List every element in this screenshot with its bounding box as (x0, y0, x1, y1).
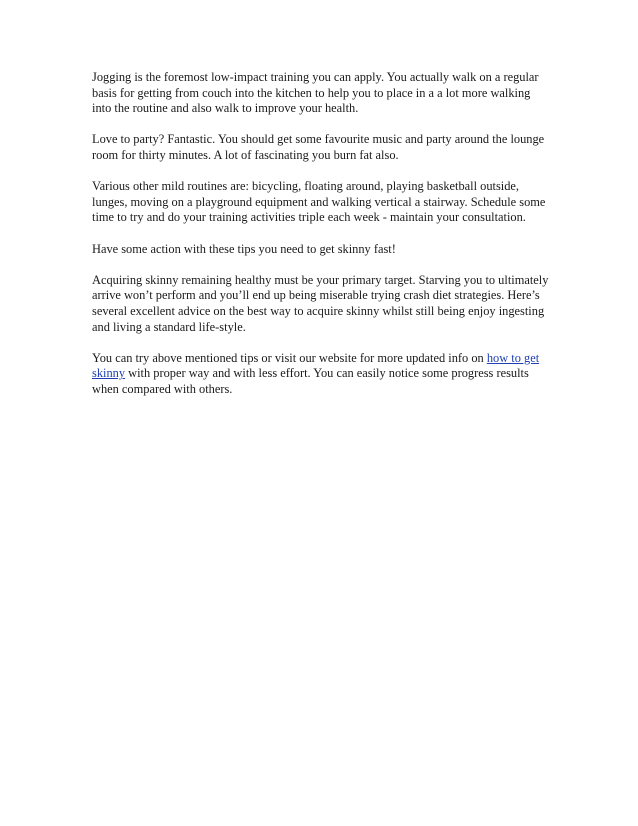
paragraph-acquiring-skinny: Acquiring skinny remaining healthy must be your primary target. Starving you to ultimately arrive won’t perform and you’ll end up being miserable trying crash diet strategies. Here’s several excellent advice on the best way to acquire skinny whilst still being enjoy ingesting and living a standard life-style. (92, 272, 549, 334)
paragraph-party: Love to party? Fantastic. You should get some favourite music and party around the lounge room for thirty minutes. A lot of fascinating you burn fat also. (92, 132, 545, 162)
paragraph-action-tips: Have some action with these tips you need to get skinny fast! (92, 241, 396, 256)
paragraph-website (92, 351, 552, 398)
paragraph-website-text-before: You can try above mentioned tips or visit our website for more updated info on (92, 350, 487, 365)
document-body (92, 70, 552, 413)
paragraph-mild-routines: Various other mild routines are: bicycling, floating around, playing basketball outside, lunges, moving on a playground equipment and walking vertical a stairway. Schedule some time to try and do your training activities triple each week - maintain your consultation. (92, 179, 546, 225)
paragraph-website-text-after: with proper way and with less effort. You can easily notice some progress results when compared with others. (92, 366, 529, 396)
paragraph-jogging: Jogging is the foremost low-impact training you can apply. You actually walk on a regular basis for getting from couch into the kitchen to help you to place in a a lot more walking into the routine and also walk to improve your health. (92, 70, 539, 116)
how-to-get-skinny-link[interactable]: how to get skinny (92, 350, 540, 381)
